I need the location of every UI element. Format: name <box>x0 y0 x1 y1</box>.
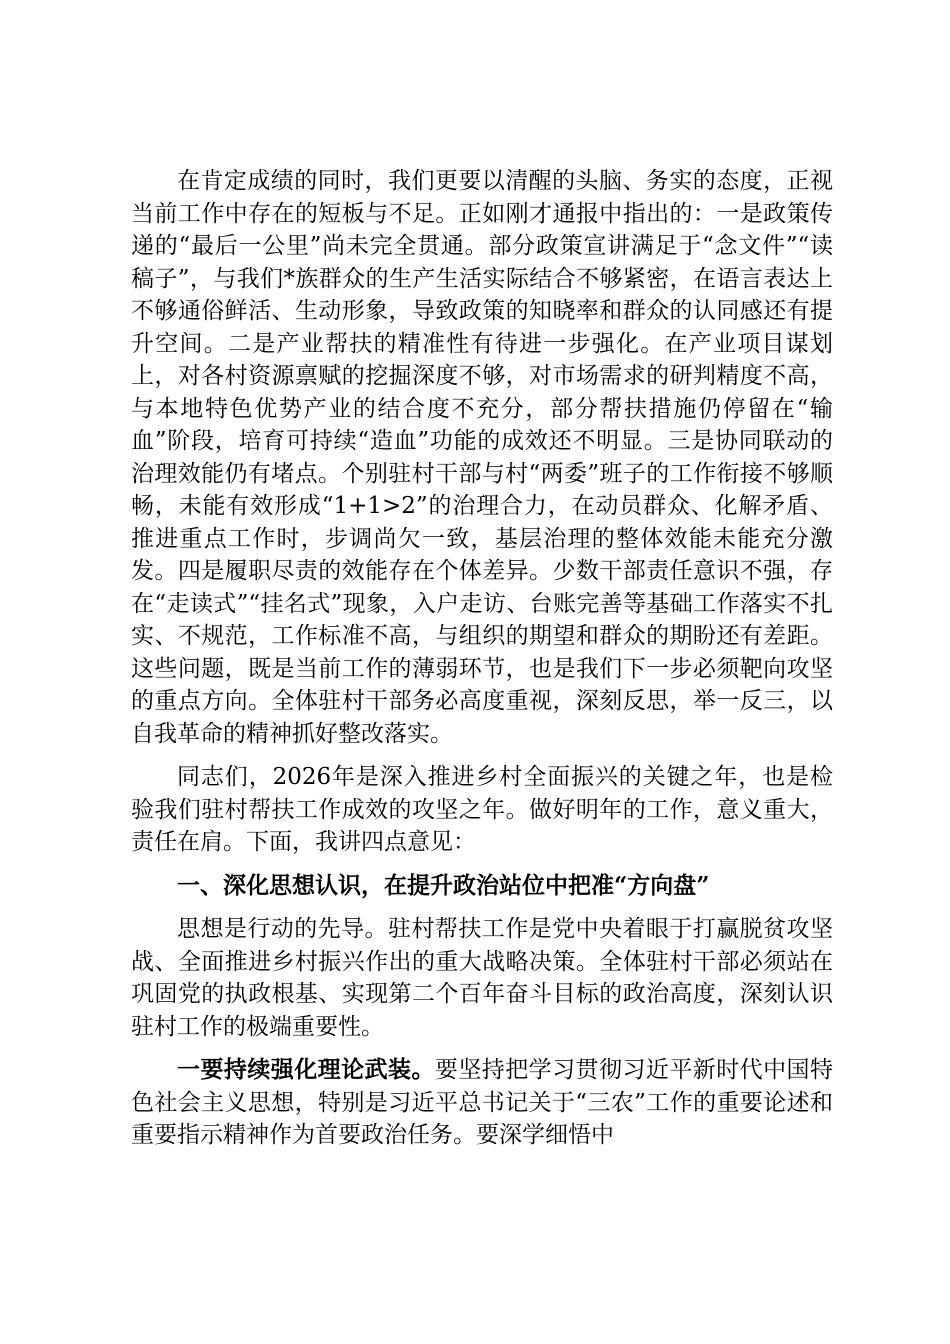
paragraph-thinking: 思想是行动的先导。驻村帮扶工作是党中央着眼于打赢脱贫攻坚战、全面推进乡村振兴作出的重大战略决策。全体驻村干部必须站在巩固党的执政根基、实现第二个百年奋斗目标的政治高度，深刻认识驻村工作的极端重要性。 <box>131 916 833 1040</box>
paragraph-body-text: 要坚持把学习贯彻习近平新时代中国特色社会主义思想，特别是习近平总书记关于“三农”工作的重要论述和重要指示精神作为首要政治任务。要深学细悟中 <box>131 1057 834 1148</box>
paragraph-next-year: 同志们，2026年是深入推进乡村全面振兴的关键之年，也是检验我们驻村帮扶工作成效的攻坚之年。做好明年的工作，意义重大，责任在肩。下面，我讲四点意见： <box>131 764 833 855</box>
section-heading-1: 一、深化思想认识，在提升政治站位中把准“方向盘” <box>177 871 710 899</box>
paragraph-theory <box>131 1054 833 1152</box>
paragraph-shortcomings: 在肯定成绩的同时，我们更要以清醒的头脑、务实的态度，正视当前工作中存在的短板与不足。正如刚才通报中指出的：一是政策传递的“最后一公里”尚未完全贯通。部分政策宣讲满足于“念文件”“读稿子”，与我们*族群众的生产生活实际结合不够紧密，在语言表达上不够通俗鲜活、生动形象，导致政策的知晓率和群众的认同感还有提升空间。二是产业帮扶的精准性有待进一步强化。在产业项目谋划上，对各村资源禀赋的挖掘深度不够，对市场需求的研判精度不高，与本地特色优势产业的结合度不充分，部分帮扶措施仍停留在“输血”阶段，培育可持续“造血”功能的成效还不明显。三是协同联动的治理效能仍有堵点。个别驻村干部与村“两委”班子的工作衔接不够顺畅，未能有效形成“1+1>2”的治理合力，在动员群众、化解矛盾、推进重点工作时，步调尚欠一致，基层治理的整体效能未能充分激发。四是履职尽责的效能存在个体差异。少数干部责任意识不强，存在“走读式”“挂名式”现象，入户走访、台账完善等基础工作落实不扎实、不规范，工作标准不高，与组织的期望和群众的期盼还有差距。这些问题，既是当前工作的薄弱环节，也是我们下一步必须靶向攻坚的重点方向。全体驻村干部务必高度重视，深刻反思，举一反三，以自我革命的精神抓好整改落实。 <box>131 168 833 747</box>
paragraph-lead-text: 一要持续强化理论武装。 <box>177 1056 435 1083</box>
document-page <box>131 165 833 1152</box>
